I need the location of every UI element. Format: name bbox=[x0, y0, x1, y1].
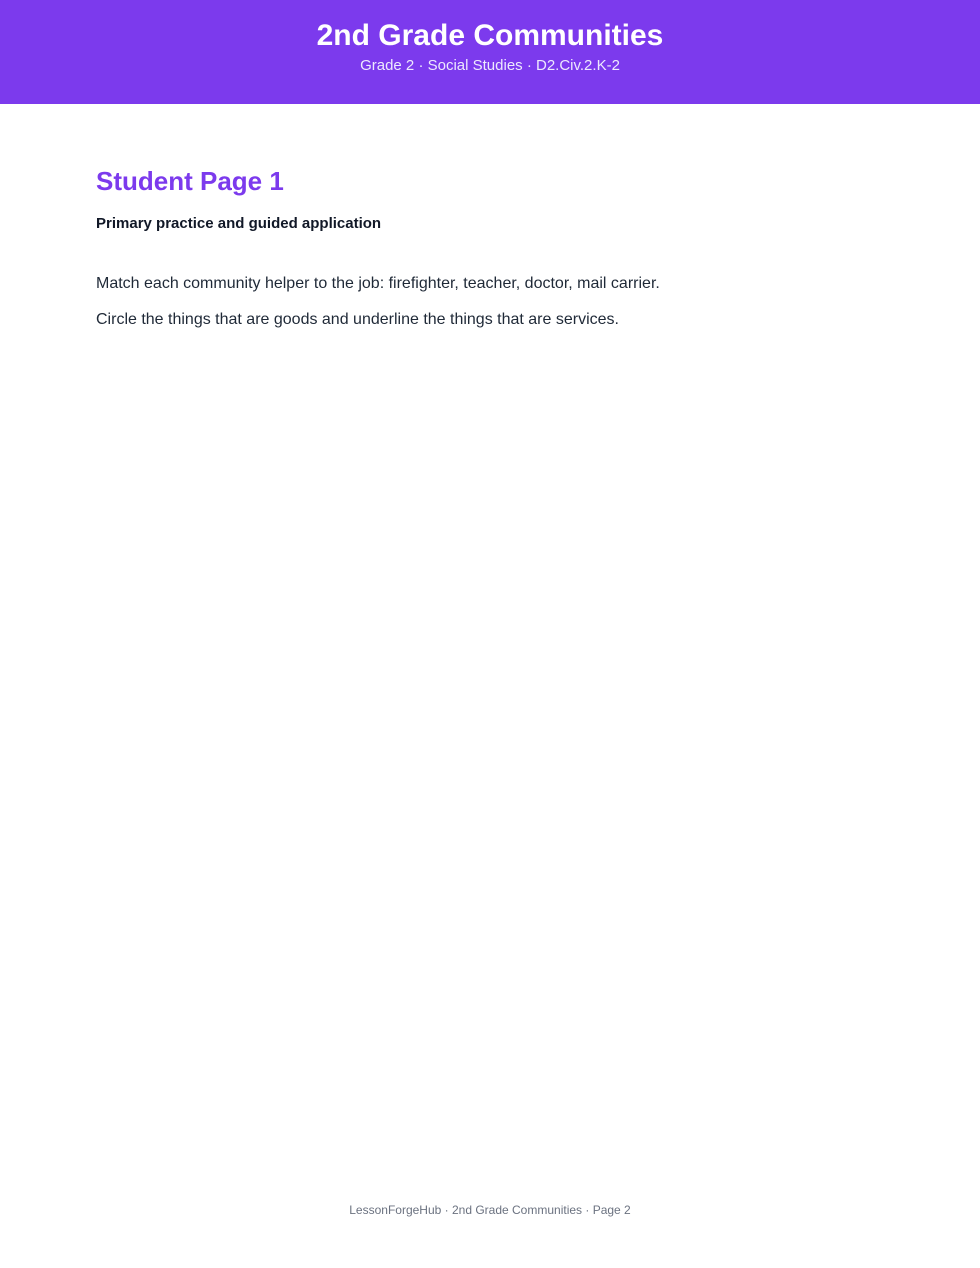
page-header bbox=[0, 0, 980, 104]
instruction-paragraph-2: Circle the things that are goods and underline the things that are services. bbox=[96, 311, 619, 328]
section-heading: Student Page 1 bbox=[96, 166, 284, 196]
instruction-paragraph-1: Match each community helper to the job: firefighter, teacher, doctor, mail carrier. bbox=[96, 275, 660, 292]
page-footer: LessonForgeHub · 2nd Grade Communities · Page 2 bbox=[349, 1203, 631, 1217]
document-subtitle: Grade 2 · Social Studies · D2.Civ.2.K-2 bbox=[360, 57, 620, 74]
document-title: 2nd Grade Communities bbox=[316, 19, 664, 52]
section-subheading: Primary practice and guided application bbox=[96, 215, 382, 232]
